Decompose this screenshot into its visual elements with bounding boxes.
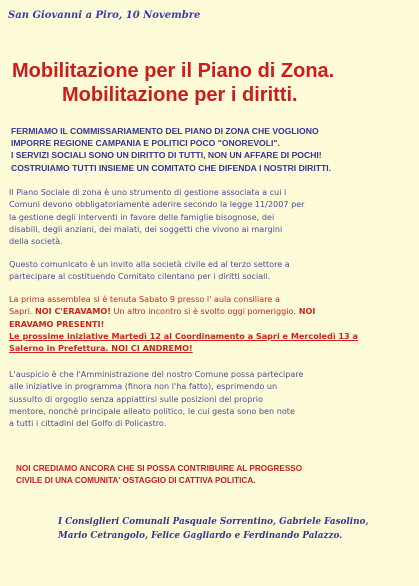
caps-statement (11, 125, 415, 174)
signature-line: Mario Cetrangolo, Felice Gagliardo e Ferdinando Palazzo. (58, 530, 343, 541)
text-run-bold: NOI C'ERAVAMO! (34, 306, 111, 317)
text-run-bold: NOI (295, 306, 316, 317)
headline-line-2: Mobilitazione per i diritti. (62, 84, 298, 106)
caps-line: COSTRUIAMO TUTTI INSIEME UN COMITATO CHE DIFENDA I NOSTRI DIRITTI. (11, 162, 332, 173)
paragraph-line (9, 305, 413, 317)
closing-line: NOI CREDIAMO ANCORA CHE SI POSSA CONTRIBUIRE AL PROGRESSO (16, 464, 303, 473)
paragraph-auspicio (9, 368, 413, 429)
text-run: Un altro incontro si è svolto oggi pomeriggio. (110, 306, 296, 317)
paragraph-line: ERAVAMO PRESENTI! (9, 318, 105, 329)
paragraph-line: della società. (9, 236, 63, 247)
paragraph-line: L'auspicio è che l'Amministrazione del nostro Comune possa partecipare (9, 369, 304, 379)
closing-line: CIVILE DI UNA COMUNITA' OSTAGGIO DI CATTIVA POLITICA. (16, 476, 256, 486)
signature-line: I Consiglieri Comunali Pasquale Sorrentino, Gabriele Fasolino, (58, 517, 369, 527)
paragraph-line-underlined: Le prossime iniziative Martedì 12 al Coordinamento a Sapri e Mercoledì 13 a (9, 330, 358, 341)
paragraph-piano-sociale (9, 186, 413, 247)
caps-line: I SERVIZI SOCIALI SONO UN DIRITTO DI TUTTI, NON UN AFFARE DI POCHI! (11, 150, 322, 161)
paragraph-line: mentore, nonchè principale alleato politico, le cui gesta sono ben note (9, 405, 295, 416)
paragraph-line: Comuni devono obbligatoriamente aderire secondo la legge 11/2007 per (9, 199, 305, 210)
caps-line: IMPORRE REGIONE CAMPANIA E POLITICI POCO "ONOREVOLI". (11, 138, 280, 149)
caps-line: FERMIAMO IL COMMISSARIAMENTO DEL PIANO DI ZONA CHE VOGLIONO (11, 126, 319, 136)
paragraph-line: Questo comunicato è un invito alla società civile ed al terzo settore a (9, 259, 290, 269)
paragraph-line: Il Piano Sociale di zona è uno strumento di gestione associata a cui i (9, 187, 287, 197)
paragraph-line: disabili, degli anziani, dei malati, dei soggetti che vivono ai margini (9, 223, 283, 234)
signature-block (58, 516, 408, 543)
paragraph-line: La prima assemblea si è tenuta Sabato 9 presso l' aula consiliare a (9, 294, 280, 304)
headline-line-1: Mobilitazione per il Piano di Zona. (12, 60, 335, 82)
paragraph-line: la gestione degli interventi in favore delle famiglie bisognose, dei (9, 211, 275, 222)
text-run: Sapri. (9, 306, 35, 317)
dateline: San Giovanni a Piro, 10 Novembre (8, 10, 201, 21)
paragraph-line: sussulto di orgoglio senza appiattirsi sulle posizioni del proprio (9, 393, 263, 404)
closing-statement (16, 463, 396, 488)
paragraph-line: alle iniziative in programma (finora non l'ha fatto), esprimendo un (9, 381, 278, 392)
paragraph-line: a tutti i cittadini del Golfo di Policastro. (9, 418, 167, 429)
paragraph-line: partecipare al costituendo Comitato cilentano per i diritti sociali. (9, 271, 271, 282)
paragraph-assemblee (9, 293, 413, 354)
paragraph-line-underlined: Salerno in Prefettura. NOI CI ANDREMO! (9, 343, 193, 354)
paragraph-invito (9, 258, 413, 283)
